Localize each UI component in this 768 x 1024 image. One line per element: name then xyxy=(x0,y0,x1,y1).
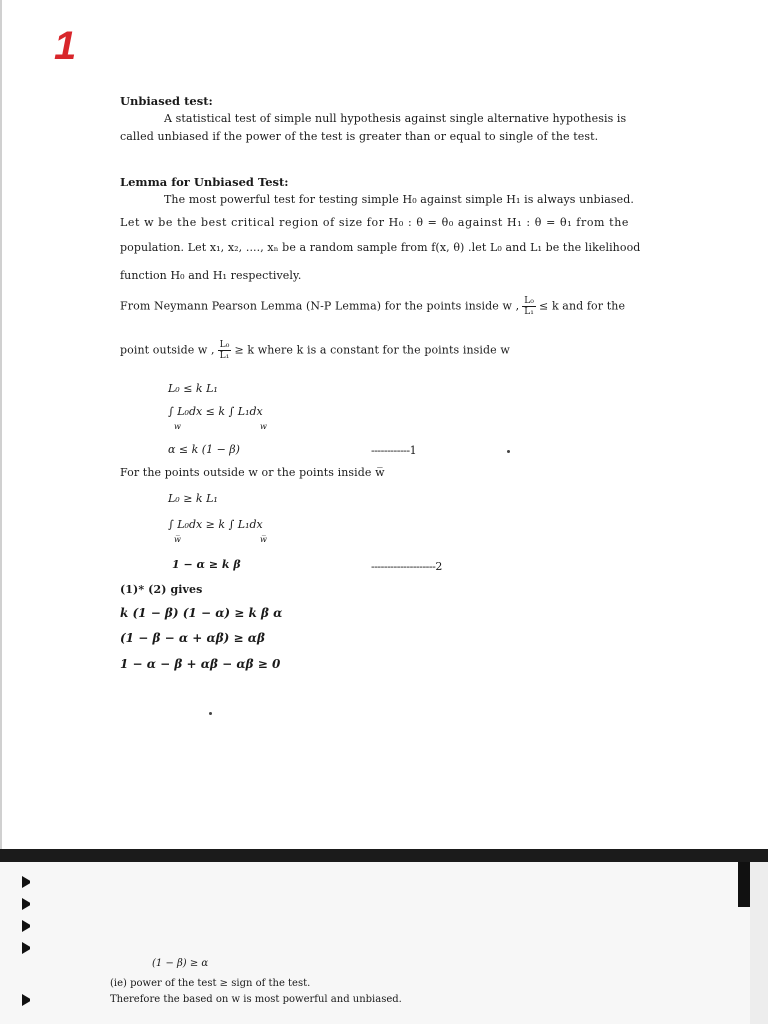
combine-step-2: (1 − β − α + αβ) ≥ αβ xyxy=(120,631,265,645)
np-line-end: ≤ k and for the xyxy=(539,299,626,313)
equation-marker-2: --------------------2 xyxy=(371,560,442,573)
integral-subscript-2: w xyxy=(260,422,267,431)
result-line-1: (1 − β) ≥ α xyxy=(152,958,209,969)
fraction-numerator-2: L₀ xyxy=(219,340,230,350)
outside-line-end: ≥ k where k is a constant for the points inside w xyxy=(234,343,510,357)
inside-step-3: α ≤ k (1 − β) xyxy=(168,443,240,456)
ratio-fraction-2 xyxy=(218,340,232,361)
integral-subscript-1: w xyxy=(174,422,181,431)
np-line-start: From Neymann Pearson Lemma (N-P Lemma) for the points inside w , xyxy=(120,299,520,313)
outside-line-start: point outside w , xyxy=(120,343,215,357)
outside-step-1: L₀ ≥ k L₁ xyxy=(168,492,218,505)
speck xyxy=(507,450,510,453)
scan-edge xyxy=(750,862,768,1024)
equation-marker-1: ------------1 xyxy=(371,444,417,457)
outside-points-line xyxy=(120,340,510,361)
fraction-denominator: L₁ xyxy=(524,307,535,317)
page-number: 1 xyxy=(54,24,77,68)
fraction-denominator-2: L₁ xyxy=(219,351,230,361)
margin-mark xyxy=(22,876,30,888)
speck xyxy=(209,712,212,715)
unbiased-definition-line-1: A statistical test of simple null hypothesis against single alternative hypothesis is xyxy=(164,112,627,125)
lemma-line-2: Let w be the best critical region of size for H₀ : θ = θ₀ against H₁ : θ = θ₁ from the xyxy=(120,216,630,229)
unbiased-definition-line-2: called unbiased if the power of the test is greater than or equal to single of the test. xyxy=(120,130,599,143)
result-line-2: (ie) power of the test ≥ sign of the test. xyxy=(110,978,311,989)
neyman-pearson-line xyxy=(120,296,625,317)
combine-step-3: 1 − α − β + αβ − αβ ≥ 0 xyxy=(120,657,281,671)
outside-heading: For the points outside w or the points inside w̅ xyxy=(120,466,385,479)
unbiased-test-heading: Unbiased test: xyxy=(120,94,213,108)
margin-mark xyxy=(22,942,30,954)
lemma-heading: Lemma for Unbiased Test: xyxy=(120,175,289,189)
outside-step-2: ∫ L₀dx ≥ k ∫ L₁dx xyxy=(168,518,263,531)
margin-mark xyxy=(22,994,30,1006)
document-page-2 xyxy=(0,862,768,1024)
ratio-fraction xyxy=(522,296,536,317)
lemma-line-4: function H₀ and H₁ respectively. xyxy=(120,269,302,282)
outside-step-3: 1 − α ≥ k β xyxy=(172,558,241,571)
integral-subscript-3: w̅ xyxy=(174,535,181,544)
margin-mark xyxy=(22,920,30,932)
fraction-numerator: L₀ xyxy=(524,296,535,306)
lemma-line-3: population. Let x₁, x₂, ...., xₙ be a random sample from f(x, θ) .let L₀ and L₁ be the likelihood xyxy=(120,241,641,254)
scan-edge-strip xyxy=(738,862,750,907)
combine-step-1: k (1 − β) (1 − α) ≥ k β α xyxy=(120,606,283,620)
page-divider xyxy=(0,849,768,862)
inside-step-1: L₀ ≤ k L₁ xyxy=(168,382,218,395)
lemma-line-1: The most powerful test for testing simple H₀ against simple H₁ is always unbiased. xyxy=(164,193,635,206)
result-line-3: Therefore the based on w is most powerful and unbiased. xyxy=(110,994,402,1005)
combine-heading: (1)* (2) gives xyxy=(120,583,203,596)
integral-subscript-4: w̅ xyxy=(260,535,267,544)
margin-mark xyxy=(22,898,30,910)
inside-step-2: ∫ L₀dx ≤ k ∫ L₁dx xyxy=(168,405,263,418)
